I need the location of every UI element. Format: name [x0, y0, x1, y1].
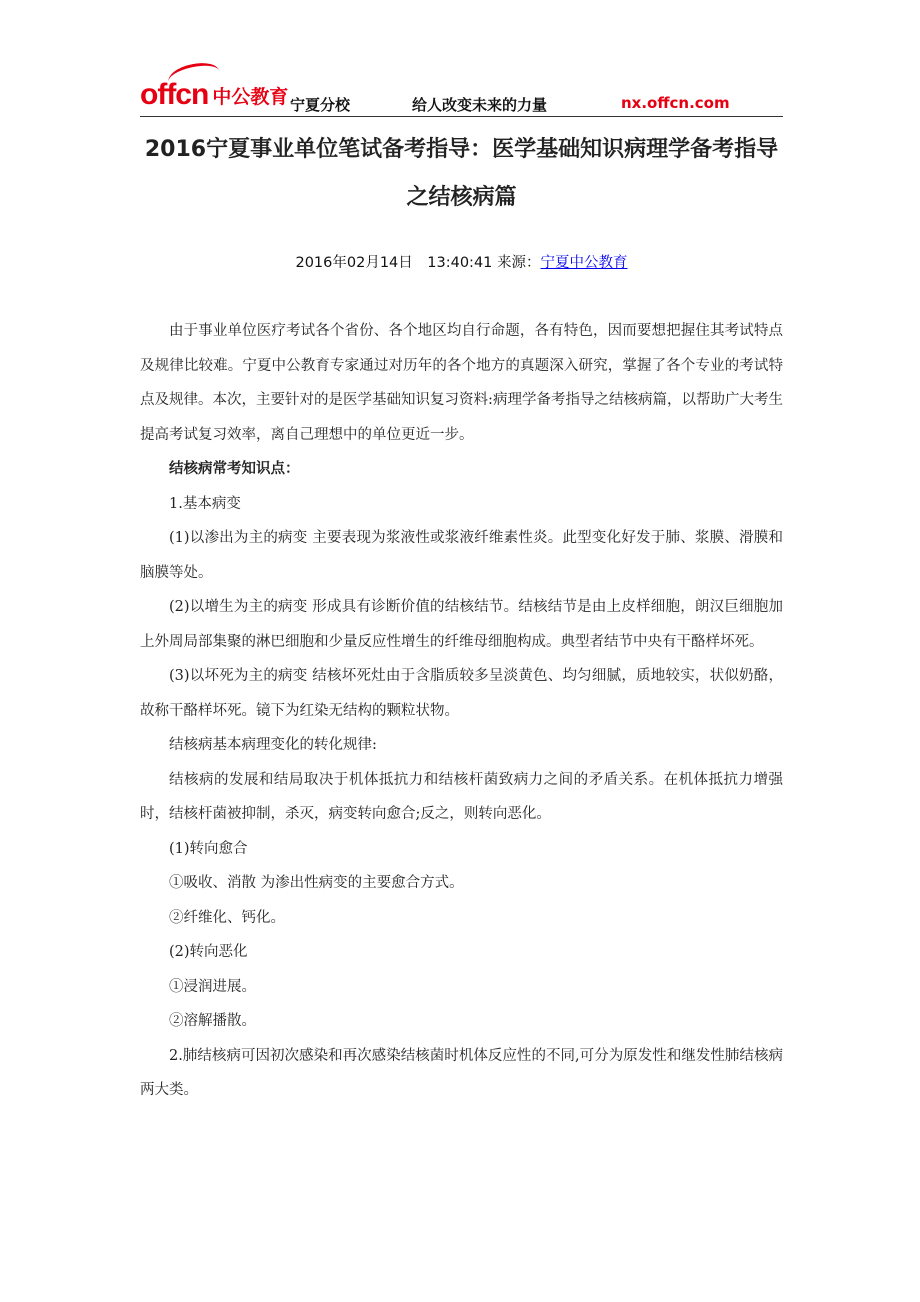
slogan: 给人改变未来的力量: [412, 96, 548, 114]
article-meta: [140, 251, 783, 272]
paragraph-intro: 由于事业单位医疗考试各个省份、各个地区均自行命题，各有特色，因而要想把握住其考试特点及规律比较难。宁夏中公教育专家通过对历年的各个地方的真题深入研究，掌握了各个专业的考试特点及规律。本次，主要针对的是医学基础知识复习资料:病理学备考指导之结核病篇，以帮助广大考生提高考试复习效率，离自己理想中的单位更近一步。: [140, 323, 783, 443]
publish-date: 2016年02月14日 13:40:41: [295, 255, 493, 271]
article-body: [140, 314, 783, 1108]
offcn-logo: [140, 72, 288, 112]
paragraph: (2)转向恶化: [169, 944, 248, 960]
paragraph: ②纤维化、钙化。: [169, 909, 285, 926]
site-url[interactable]: nx.offcn.com: [621, 94, 730, 112]
paragraph: (3)以坏死为主的病变 结核坏死灶由于含脂质较多呈淡黄色、均匀细腻，质地较实，状似奶酪，故称干酪样坏死。镜下为红染无结构的颗粒状物。: [140, 668, 783, 719]
branch-name: 宁夏分校: [290, 96, 351, 114]
paragraph: 1.基本病变: [169, 495, 241, 512]
paragraph: ②溶解播散。: [169, 1013, 256, 1029]
page-header: [140, 66, 783, 117]
source-label: 来源：: [497, 255, 541, 271]
logo-text-cn: 中公教育: [212, 86, 289, 108]
source-link[interactable]: 宁夏中公教育: [540, 255, 628, 271]
paragraph: (1)转向愈合: [169, 840, 248, 857]
logo-text-en: offcn: [140, 78, 209, 111]
paragraph: 2.肺结核病可因初次感染和再次感染结核菌时机体反应性的不同,可分为原发性和继发性肺结核病两大类。: [140, 1047, 783, 1098]
paragraph: 结核病的发展和结局取决于机体抵抗力和结核杆菌致病力之间的矛盾关系。在机体抵抗力增强时，结核杆菌被抑制，杀灭，病变转向愈合;反之，则转向恶化。: [140, 771, 783, 822]
paragraph: (2)以增生为主的病变 形成具有诊断价值的结核结节。结核结节是由上皮样细胞，朗汉巨细胞加上外周局部集聚的淋巴细胞和少量反应性增生的纤维母细胞构成。典型者结节中央有干酪样坏死。: [140, 599, 783, 650]
paragraph: 结核病基本病理变化的转化规律:: [169, 737, 377, 753]
paragraph: ①吸收、消散 为渗出性病变的主要愈合方式。: [169, 875, 464, 891]
paragraph: ①浸润进展。: [169, 978, 256, 995]
paragraph: (1)以渗出为主的病变 主要表现为浆液性或浆液纤维素性炎。此型变化好发于肺、浆膜、滑膜和脑膜等处。: [140, 530, 783, 581]
article-title: 2016宁夏事业单位笔试备考指导：医学基础知识病理学备考指导之结核病篇: [144, 137, 779, 210]
section-heading: 结核病常考知识点：: [169, 461, 300, 477]
